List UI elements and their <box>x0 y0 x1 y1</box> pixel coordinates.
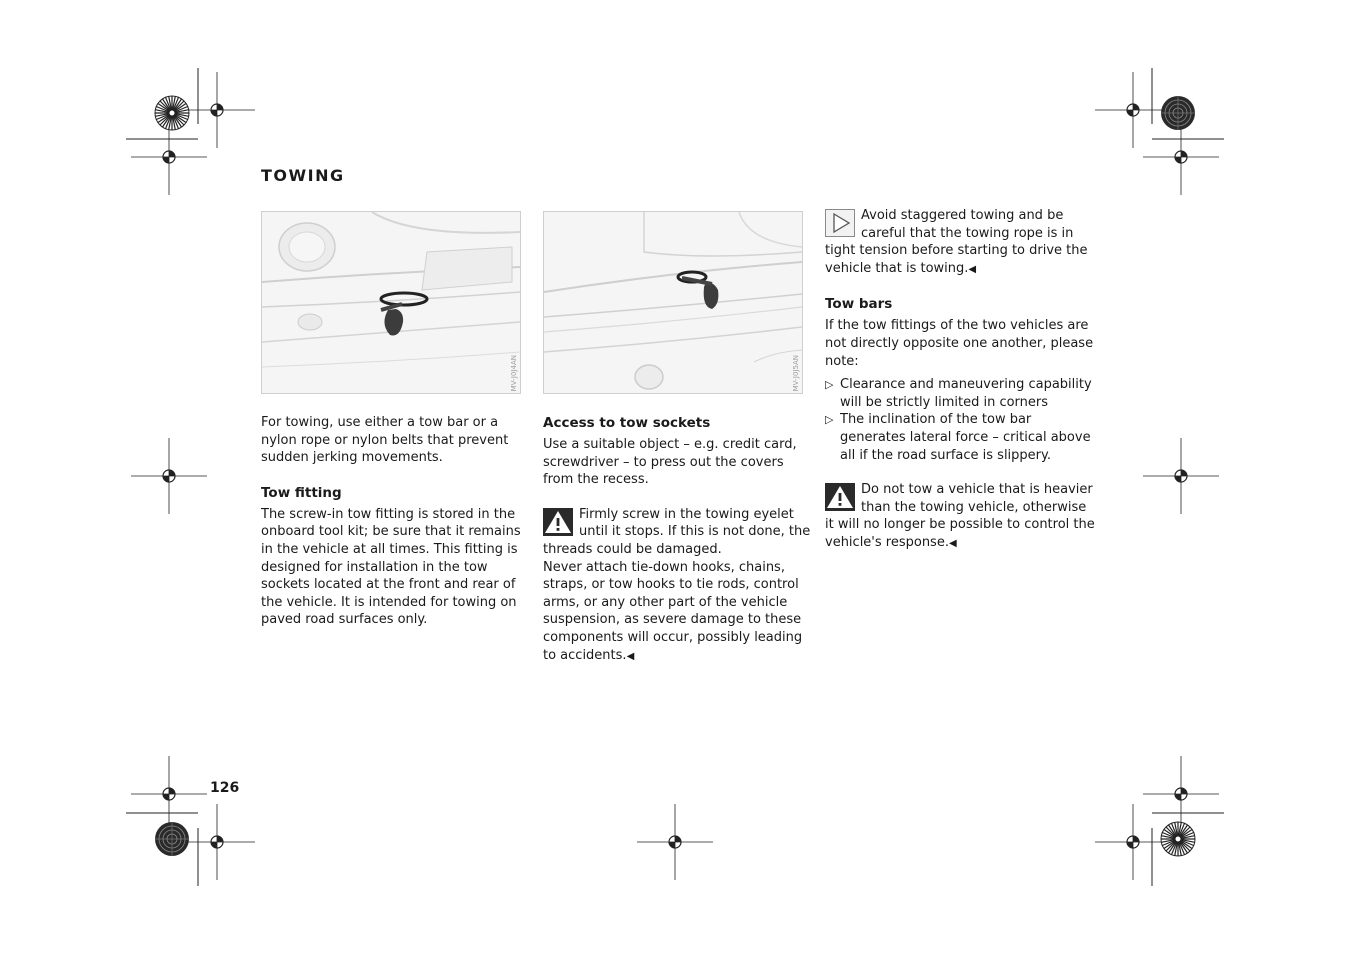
warning-triangle-icon <box>543 508 573 536</box>
tow-fitting-heading: Tow fitting <box>261 484 342 501</box>
list-item: ▷ The inclination of the tow bar generates lateral force – critical above all if the road surface is slippery. <box>825 412 1091 463</box>
column-3 <box>825 207 1097 553</box>
warning-suspension-text: Never attach tie-down hooks, chains, straps, or tow hooks to tie rods, control arms, or any other part of the vehicle suspension, as severe damage to these components will occur, possibly leading to accidents.◀ <box>543 559 803 663</box>
page-number: 126 <box>210 780 240 796</box>
tow-bars-heading: Tow bars <box>825 296 893 313</box>
heavier-vehicle-warning-text: Do not tow a vehicle that is heavier than the towing vehicle, otherwise it will no longer be possible to control the vehicle's response.◀ <box>825 482 1095 550</box>
towing-intro-text: For towing, use either a tow bar or a nylon rope or nylon belts that prevent sudden jerking movements. <box>261 415 509 466</box>
access-tow-sockets-text: Use a suitable object – e.g. credit card, screwdriver – to press out the covers from the recess. <box>543 437 797 488</box>
warning-note-eyelet <box>543 506 815 665</box>
end-marker-icon: ◀ <box>948 537 957 549</box>
column-2 <box>543 414 815 665</box>
tow-bars-list <box>825 376 1097 464</box>
bullet-arrow-icon: ▷ <box>825 378 834 392</box>
figure-code: MV-J0J4AN <box>510 354 518 391</box>
warning-note-heavier-vehicle <box>825 481 1097 552</box>
bullet-arrow-icon: ▷ <box>825 413 834 427</box>
staggered-towing-text: Avoid staggered towing and be careful that the towing rope is in tight tension before starting to drive the vehicle that is towing.◀ <box>825 208 1088 276</box>
info-note-staggered-towing <box>825 207 1097 278</box>
note-arrow-icon <box>825 209 855 237</box>
front-tow-socket-illustration <box>261 211 521 394</box>
rear-tow-socket-illustration <box>543 211 803 394</box>
end-marker-icon: ◀ <box>626 650 635 662</box>
tow-fitting-text: The screw-in tow fitting is stored in the onboard tool kit; be sure that it remains in the vehicle at all times. This fitting is designed for installation in the tow sockets located at the front and rear of the vehicle. It is intended for towing on paved road surfaces only. <box>261 506 521 628</box>
access-tow-sockets-heading: Access to tow sockets <box>543 415 711 431</box>
section-title: TOWING <box>261 166 345 185</box>
warning-eyelet-text: Firmly screw in the towing eyelet until it stops. If this is not done, the threads could be damaged. <box>543 506 811 557</box>
tow-bars-text: If the tow fittings of the two vehicles are not directly opposite one another, please note: <box>825 318 1094 369</box>
column-1 <box>261 414 533 629</box>
figure-code: MV-J0J5AN <box>792 354 800 391</box>
end-marker-icon: ◀ <box>968 263 977 275</box>
warning-triangle-icon <box>825 483 855 511</box>
list-item: ▷ Clearance and maneuvering capability will be strictly limited in corners <box>825 377 1092 410</box>
